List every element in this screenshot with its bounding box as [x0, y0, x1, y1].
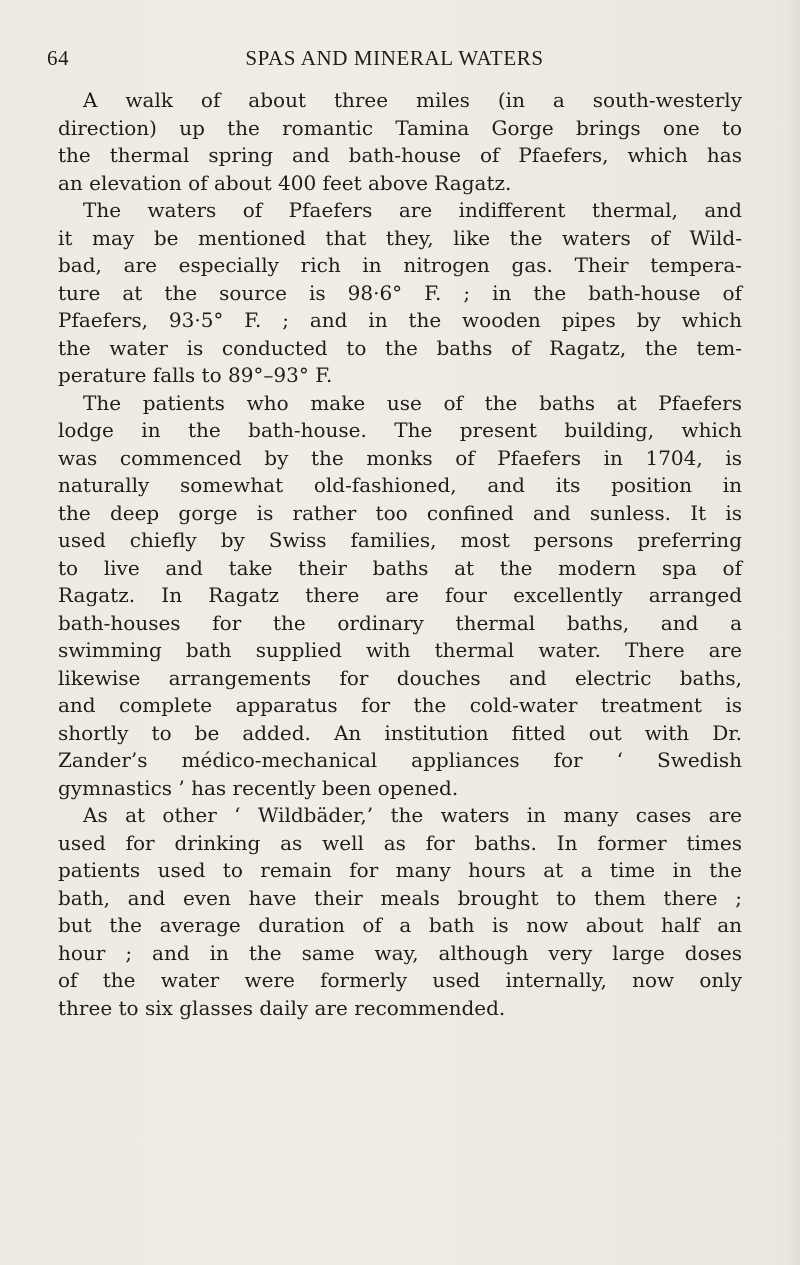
text-line: likewise arrangements for douches and electric baths, [58, 665, 742, 690]
text-line: the water is conducted to the baths of Ragatz, the tem- [58, 335, 742, 360]
text-line: gymnastics ’ has recently been opened. [58, 775, 459, 800]
page-header [47, 46, 742, 80]
text-line: to live and take their baths at the modern spa of [58, 555, 742, 580]
text-line: three to six glasses daily are recommended. [58, 995, 506, 1020]
text-line: shortly to be added. An institution fitted out with Dr. [58, 720, 742, 745]
text-line: an elevation of about 400 feet above Ragatz. [58, 170, 512, 195]
text-line: the deep gorge is rather too confined and sunless. It is [58, 500, 742, 525]
body-text [58, 87, 742, 1022]
text-line: perature falls to 89°–93° F. [58, 363, 333, 387]
text-line: ture at the source is 98·6° F. ; in the bath-house of [58, 280, 742, 305]
text-line: bath, and even have their meals brought to them there ; [58, 885, 742, 910]
page-edge-shadow [786, 0, 800, 1265]
text-line: used chiefly by Swiss families, most persons preferring [58, 528, 742, 552]
text-line: A walk of about three miles (in a south-westerly [83, 88, 742, 112]
text-line: it may be mentioned that they, like the waters of Wild- [58, 225, 742, 250]
text-line: used for drinking as well as for baths. In former times [58, 830, 742, 855]
text-line: The patients who make use of the baths at Pfaefers [83, 390, 742, 415]
text-line: hour ; and in the same way, although very large doses [58, 940, 742, 965]
text-line: lodge in the bath-house. The present building, which [58, 418, 742, 442]
text-line: naturally somewhat old-fashioned, and its position in [58, 473, 742, 497]
text-line: and complete apparatus for the cold-water treatment is [58, 693, 742, 717]
text-line: Pfaefers, 93·5° F. ; and in the wooden pipes by which [58, 308, 742, 332]
running-title: SPAS AND MINERAL WATERS [245, 46, 544, 70]
text-line: Ragatz. In Ragatz there are four excellently arranged [58, 583, 742, 607]
text-line: of the water were formerly used internally, now only [58, 968, 742, 992]
text-line: The waters of Pfaefers are indifferent thermal, and [83, 198, 742, 222]
text-line: Zander’s médico-mechanical appliances for ‘ Swedish [58, 748, 742, 772]
text-line: direction) up the romantic Tamina Gorge brings one to [58, 115, 742, 140]
page-number: 64 [47, 46, 70, 70]
text-line: was commenced by the monks of Pfaefers in 1704, is [58, 445, 742, 470]
text-line: the thermal spring and bath-house of Pfaefers, which has [58, 143, 742, 167]
text-line: bath-houses for the ordinary thermal baths, and a [58, 610, 742, 635]
text-line: patients used to remain for many hours at a time in the [58, 858, 742, 882]
text-line: As at other ‘ Wildbäder,’ the waters in many cases are [83, 803, 742, 827]
text-line: swimming bath supplied with thermal water. There are [58, 638, 742, 662]
text-line: but the average duration of a bath is now about half an [58, 913, 742, 937]
text-line: bad, are especially rich in nitrogen gas. Their tempera- [58, 253, 742, 277]
